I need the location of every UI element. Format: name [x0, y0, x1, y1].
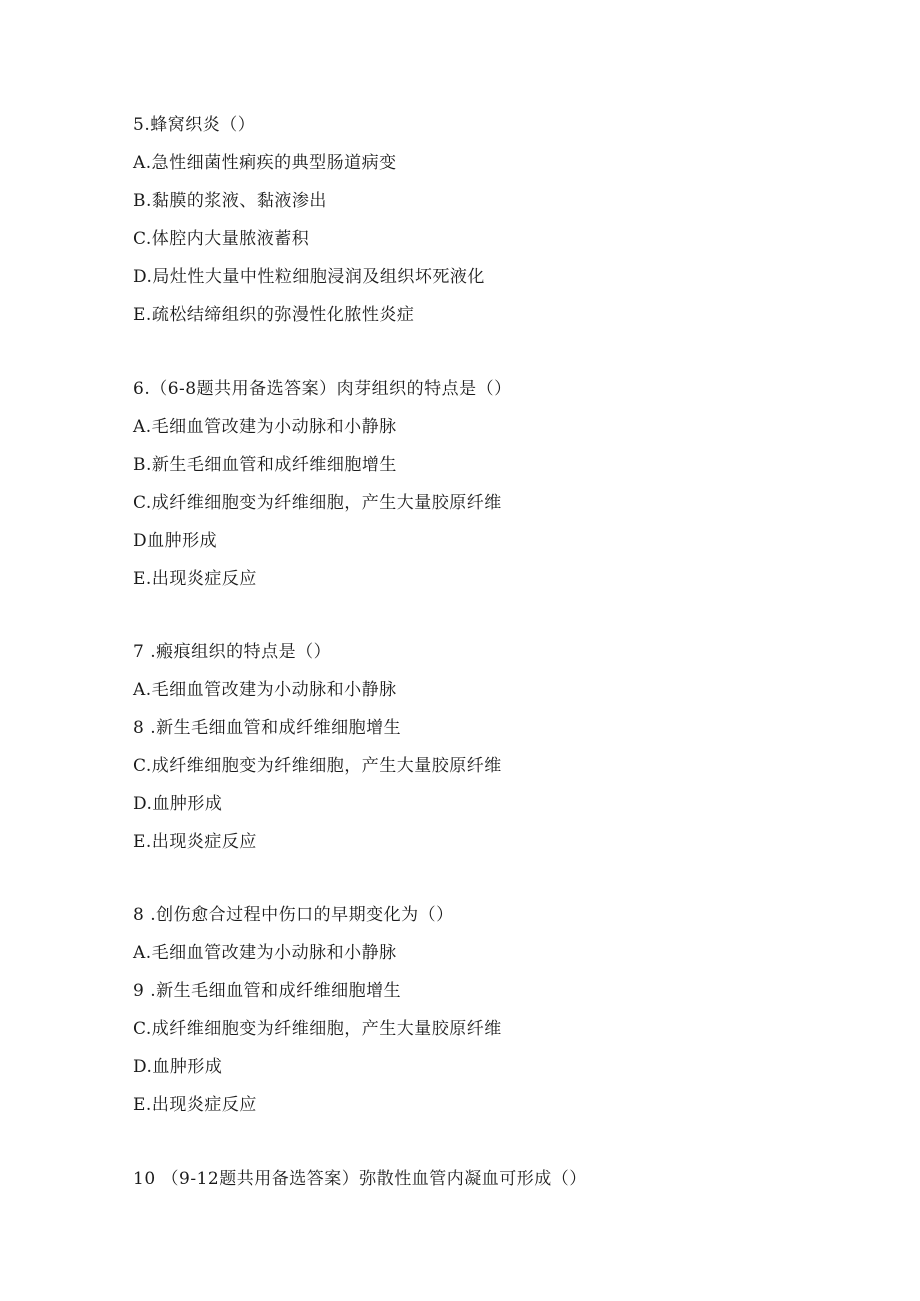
question-stem: 7 .瘢痕组织的特点是（）: [133, 642, 332, 662]
option-c: C.成纤维细胞变为纤维细胞，产生大量胶原纤维: [133, 1019, 502, 1039]
option-d: D.血肿形成: [133, 1057, 223, 1077]
option-a: A.毛细血管改建为小动脉和小静脉: [133, 680, 397, 700]
question-stem: 8 .创伤愈合过程中伤口的早期变化为（）: [133, 905, 454, 925]
question-stem: 6.（6-8题共用备选答案）肉芽组织的特点是（）: [133, 379, 512, 399]
option-d: D.局灶性大量中性粒细胞浸润及组织坏死液化: [133, 267, 485, 287]
option-d: D血肿形成: [133, 531, 218, 551]
option-e: E.疏松结缔组织的弥漫性化脓性炎症: [133, 305, 415, 325]
option-e: E.出现炎症反应: [133, 832, 257, 852]
option-b: B.新生毛细血管和成纤维细胞增生: [133, 455, 397, 475]
option-a: A.急性细菌性痢疾的典型肠道病变: [133, 153, 397, 173]
option-b: 9 .新生毛细血管和成纤维细胞增生: [133, 981, 402, 1001]
option-e: E.出现炎症反应: [133, 1095, 257, 1115]
option-b: 8 .新生毛细血管和成纤维细胞增生: [133, 718, 402, 738]
option-b: B.黏膜的浆液、黏液渗出: [133, 191, 327, 211]
question-stem: 10 （9-12题共用备选答案）弥散性血管内凝血可形成（）: [133, 1169, 587, 1189]
option-a: A.毛细血管改建为小动脉和小静脉: [133, 417, 397, 437]
option-d: D.血肿形成: [133, 794, 223, 814]
question-stem: 5.蜂窝织炎（）: [133, 115, 256, 135]
option-e: E.出现炎症反应: [133, 569, 257, 589]
option-c: C.体腔内大量脓液蓄积: [133, 229, 310, 249]
option-c: C.成纤维细胞变为纤维细胞，产生大量胶原纤维: [133, 756, 502, 776]
option-a: A.毛细血管改建为小动脉和小静脉: [133, 943, 397, 963]
option-c: C.成纤维细胞变为纤维细胞，产生大量胶原纤维: [133, 493, 502, 513]
